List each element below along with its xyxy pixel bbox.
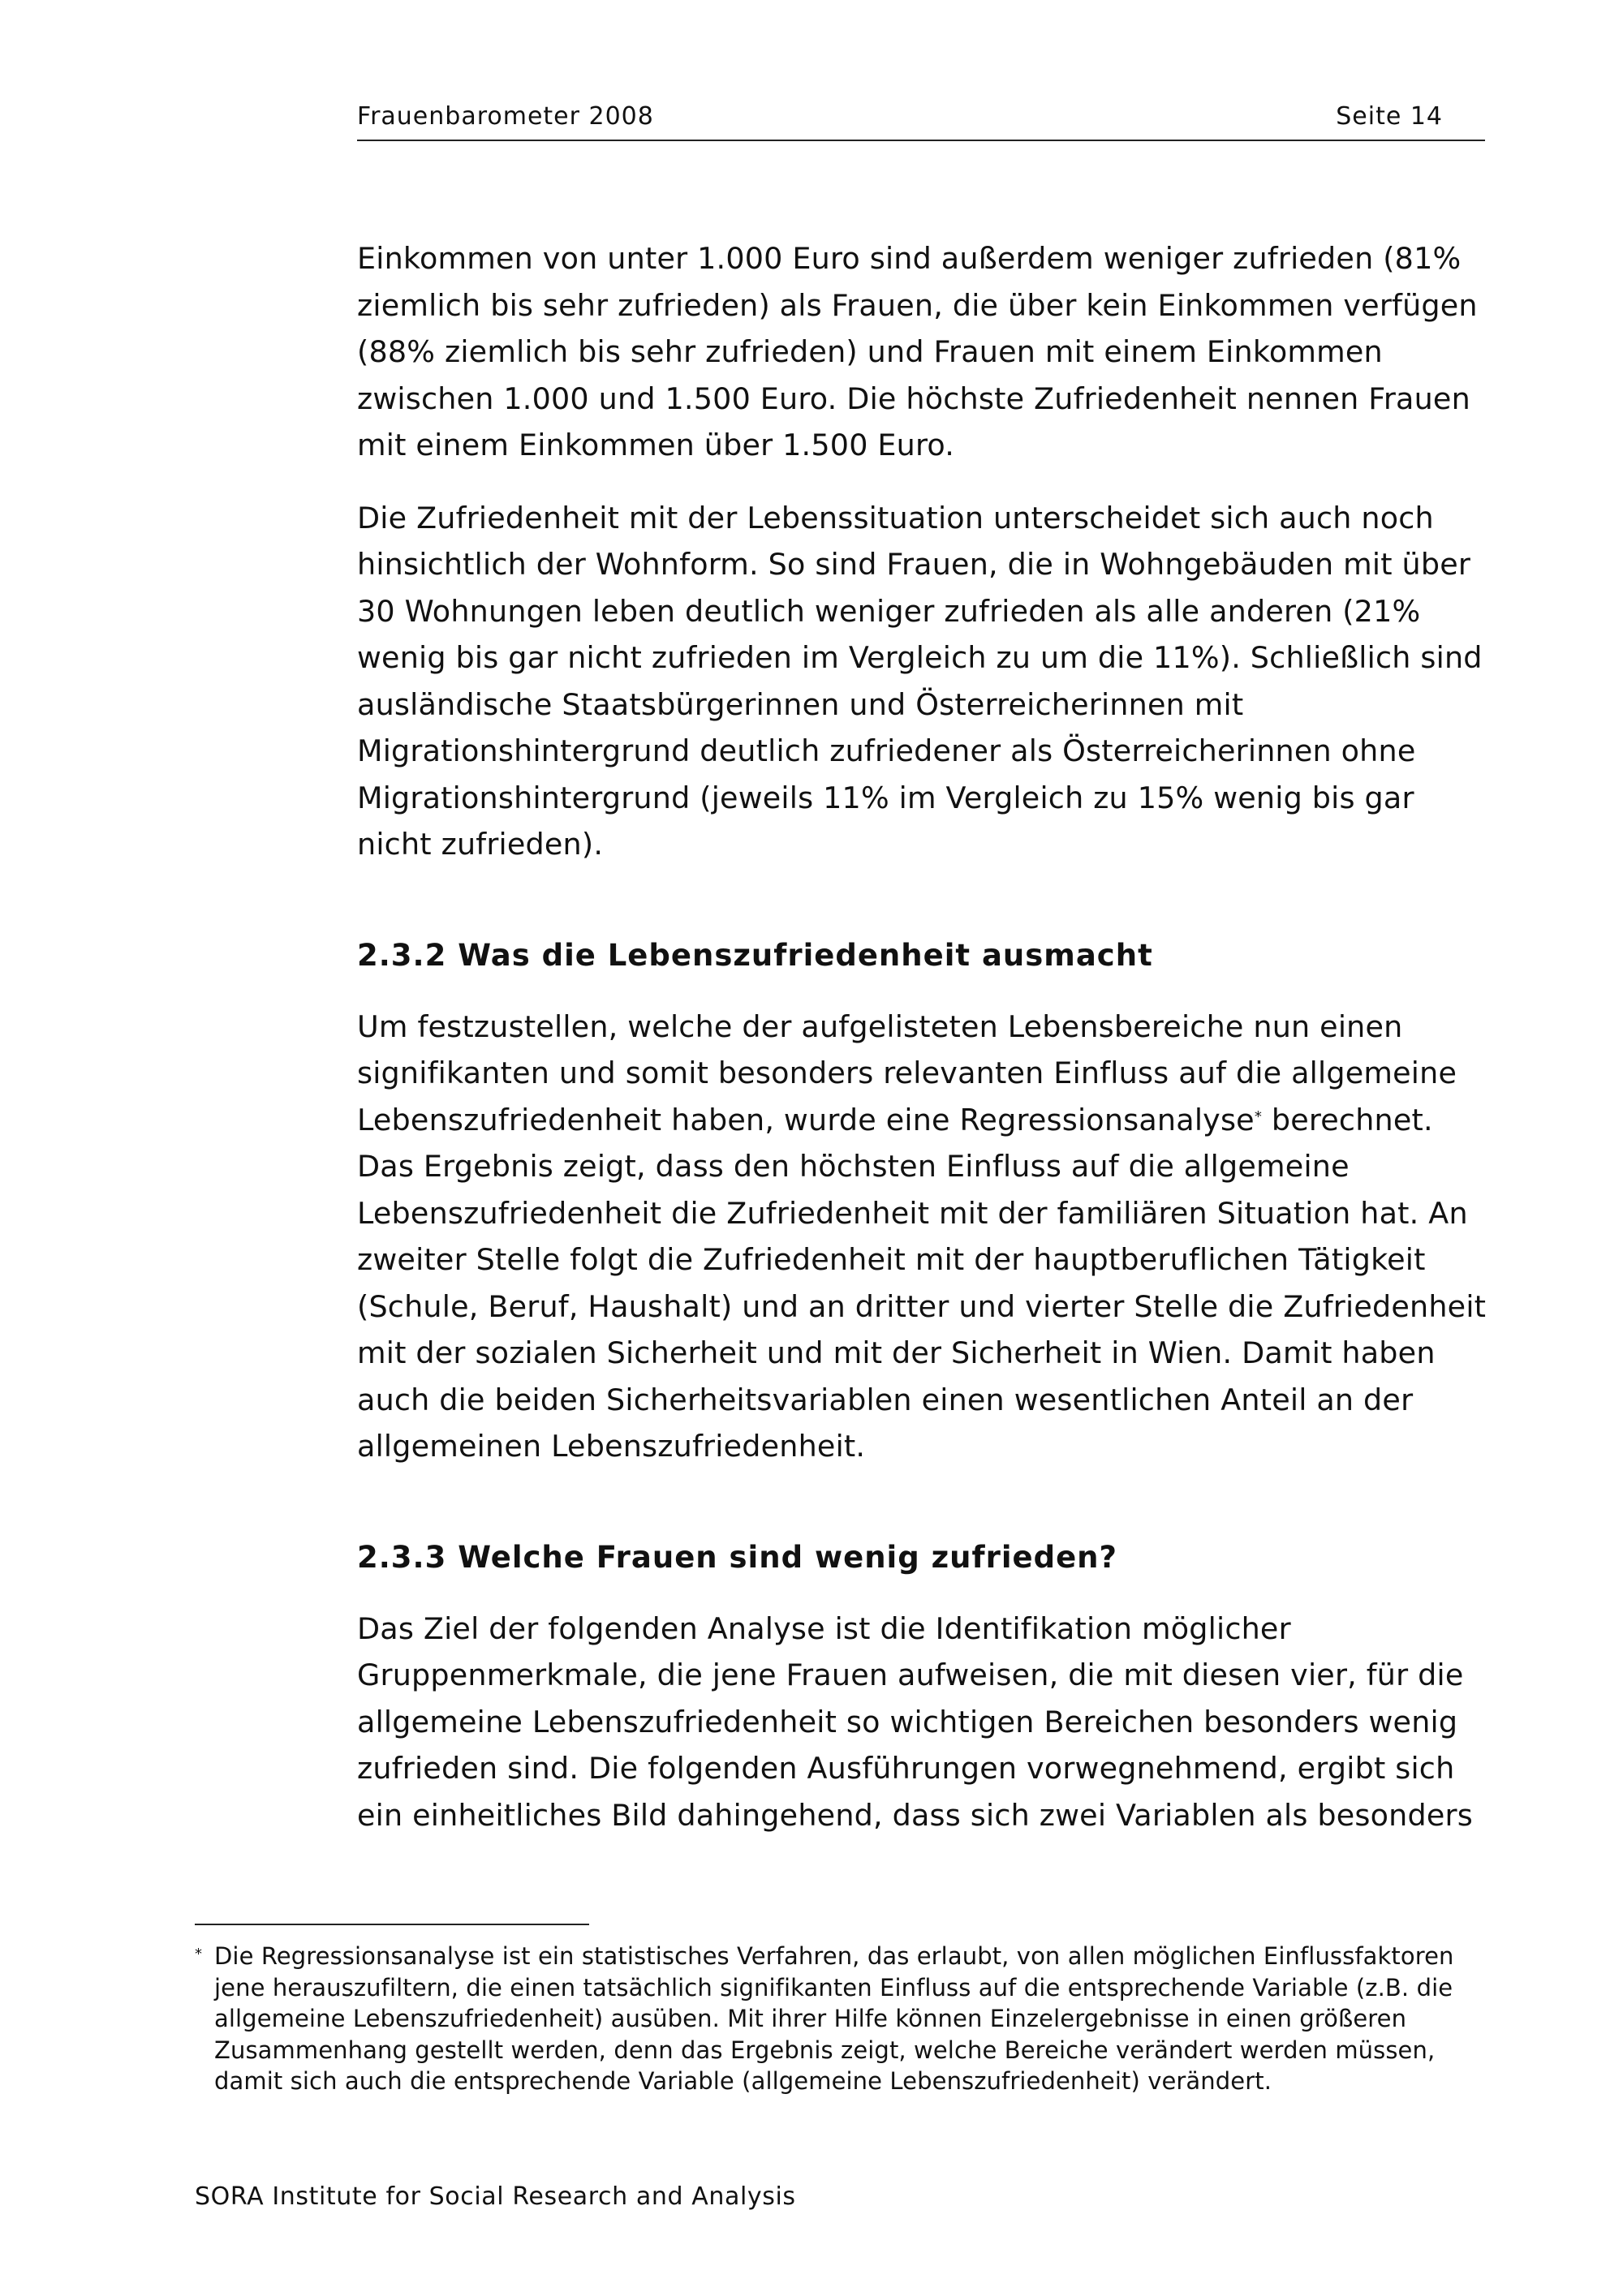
paragraph-regression-part2: berechnet. Das Ergebnis zeigt, dass den höchsten Einfluss auf die allgemeine Lebenszufriedenheit die Zufriedenheit mit der familiären Situation hat. An zweiter Stelle folgt die Zufriedenheit mit der hauptberuflichen Tätigkeit (Schule, Beruf, Haushalt) und an dritter und vierter Stelle die Zufriedenheit mit der sozialen Sicherheit und mit der Sicherheit in Wien. Damit haben auch die beiden Sicherheitsvariablen einen wesentlichen Anteil an der allgemeinen Lebenszufriedenheit. bbox=[357, 1102, 1487, 1464]
paragraph-analysis-goal: Das Ziel der folgenden Analyse ist die Identifikation möglicher Gruppenmerkmale, die jene Frauen aufweisen, die mit diesen vier, für die allgemeine Lebenszufriedenheit so wichtigen Bereichen besonders wenig zufrieden sind. Die folgenden Ausführungen vorwegnehmend, ergibt sich ein einheitliches Bild dahingehend, dass sich zwei Variablen als besonders bbox=[357, 1610, 1473, 1833]
page-footer: SORA Institute for Social Research and Analysis bbox=[195, 2182, 796, 2211]
footnote-divider bbox=[195, 1924, 589, 1925]
footnote bbox=[195, 1941, 1477, 2097]
paragraph-income: Einkommen von unter 1.000 Euro sind außerdem weniger zufrieden (81% ziemlich bis sehr zufrieden) als Frauen, die über kein Einkommen verfügen (88% ziemlich bis sehr zufrieden) und Frauen mit einem Einkommen zwischen 1.000 und 1.500 Euro. Die höchste Zufriedenheit nennen Frauen mit einem Einkommen über 1.500 Euro. bbox=[357, 241, 1478, 462]
main-content bbox=[357, 235, 1493, 1863]
document-title: Frauenbarometer 2008 bbox=[357, 102, 654, 131]
page-number: Seite 14 bbox=[1336, 102, 1443, 131]
page-header bbox=[357, 102, 1485, 141]
paragraph-regression bbox=[357, 1004, 1493, 1470]
footnote-mark: * bbox=[195, 1946, 203, 1963]
footnote-text: Die Regressionsanalyse ist ein statistisches Verfahren, das erlaubt, von allen möglichen Einflussfaktoren jene herauszufiltern, die einen tatsächlich signifikanten Einfluss auf die entsprechende Variable (z.B. die allgemeine Lebenszufriedenheit) ausüben. Mit ihrer Hilfe können Einzelergebnisse in einen größeren Zusammenhang gestellt werden, denn das Ergebnis zeigt, welche Bereiche verändert werden müssen, damit sich auch die entsprechende Variable (allgemeine Lebenszufriedenheit) verändert. bbox=[214, 1942, 1454, 2095]
paragraph-regression-part1: Um festzustellen, welche der aufgelisteten Lebensbereiche nun einen signifikanten und somit besonders relevanten Einfluss auf die allgemeine Lebenszufriedenheit haben, wurde eine Regressionsanalyse bbox=[357, 1008, 1457, 1137]
section-heading-2-3-2: 2.3.2 Was die Lebenszufriedenheit ausmacht bbox=[357, 937, 1153, 973]
footnote-reference[interactable]: * bbox=[1254, 1107, 1263, 1125]
paragraph-housing: Die Zufriedenheit mit der Lebenssituation unterscheidet sich auch noch hinsichtlich der Wohnform. So sind Frauen, die in Wohngebäuden mit über 30 Wohnungen leben deutlich weniger zufrieden als alle anderen (21% wenig bis gar nicht zufrieden im Vergleich zu um die 11%). Schließlich sind ausländische Staatsbürgerinnen und Österreicherinnen mit Migrationshintergrund deutlich zufriedener als Österreicherinnen ohne Migrationshintergrund (jeweils 11% im Vergleich zu 15% wenig bis gar nicht zufrieden). bbox=[357, 500, 1483, 862]
section-heading-2-3-3: 2.3.3 Welche Frauen sind wenig zufrieden? bbox=[357, 1539, 1117, 1575]
